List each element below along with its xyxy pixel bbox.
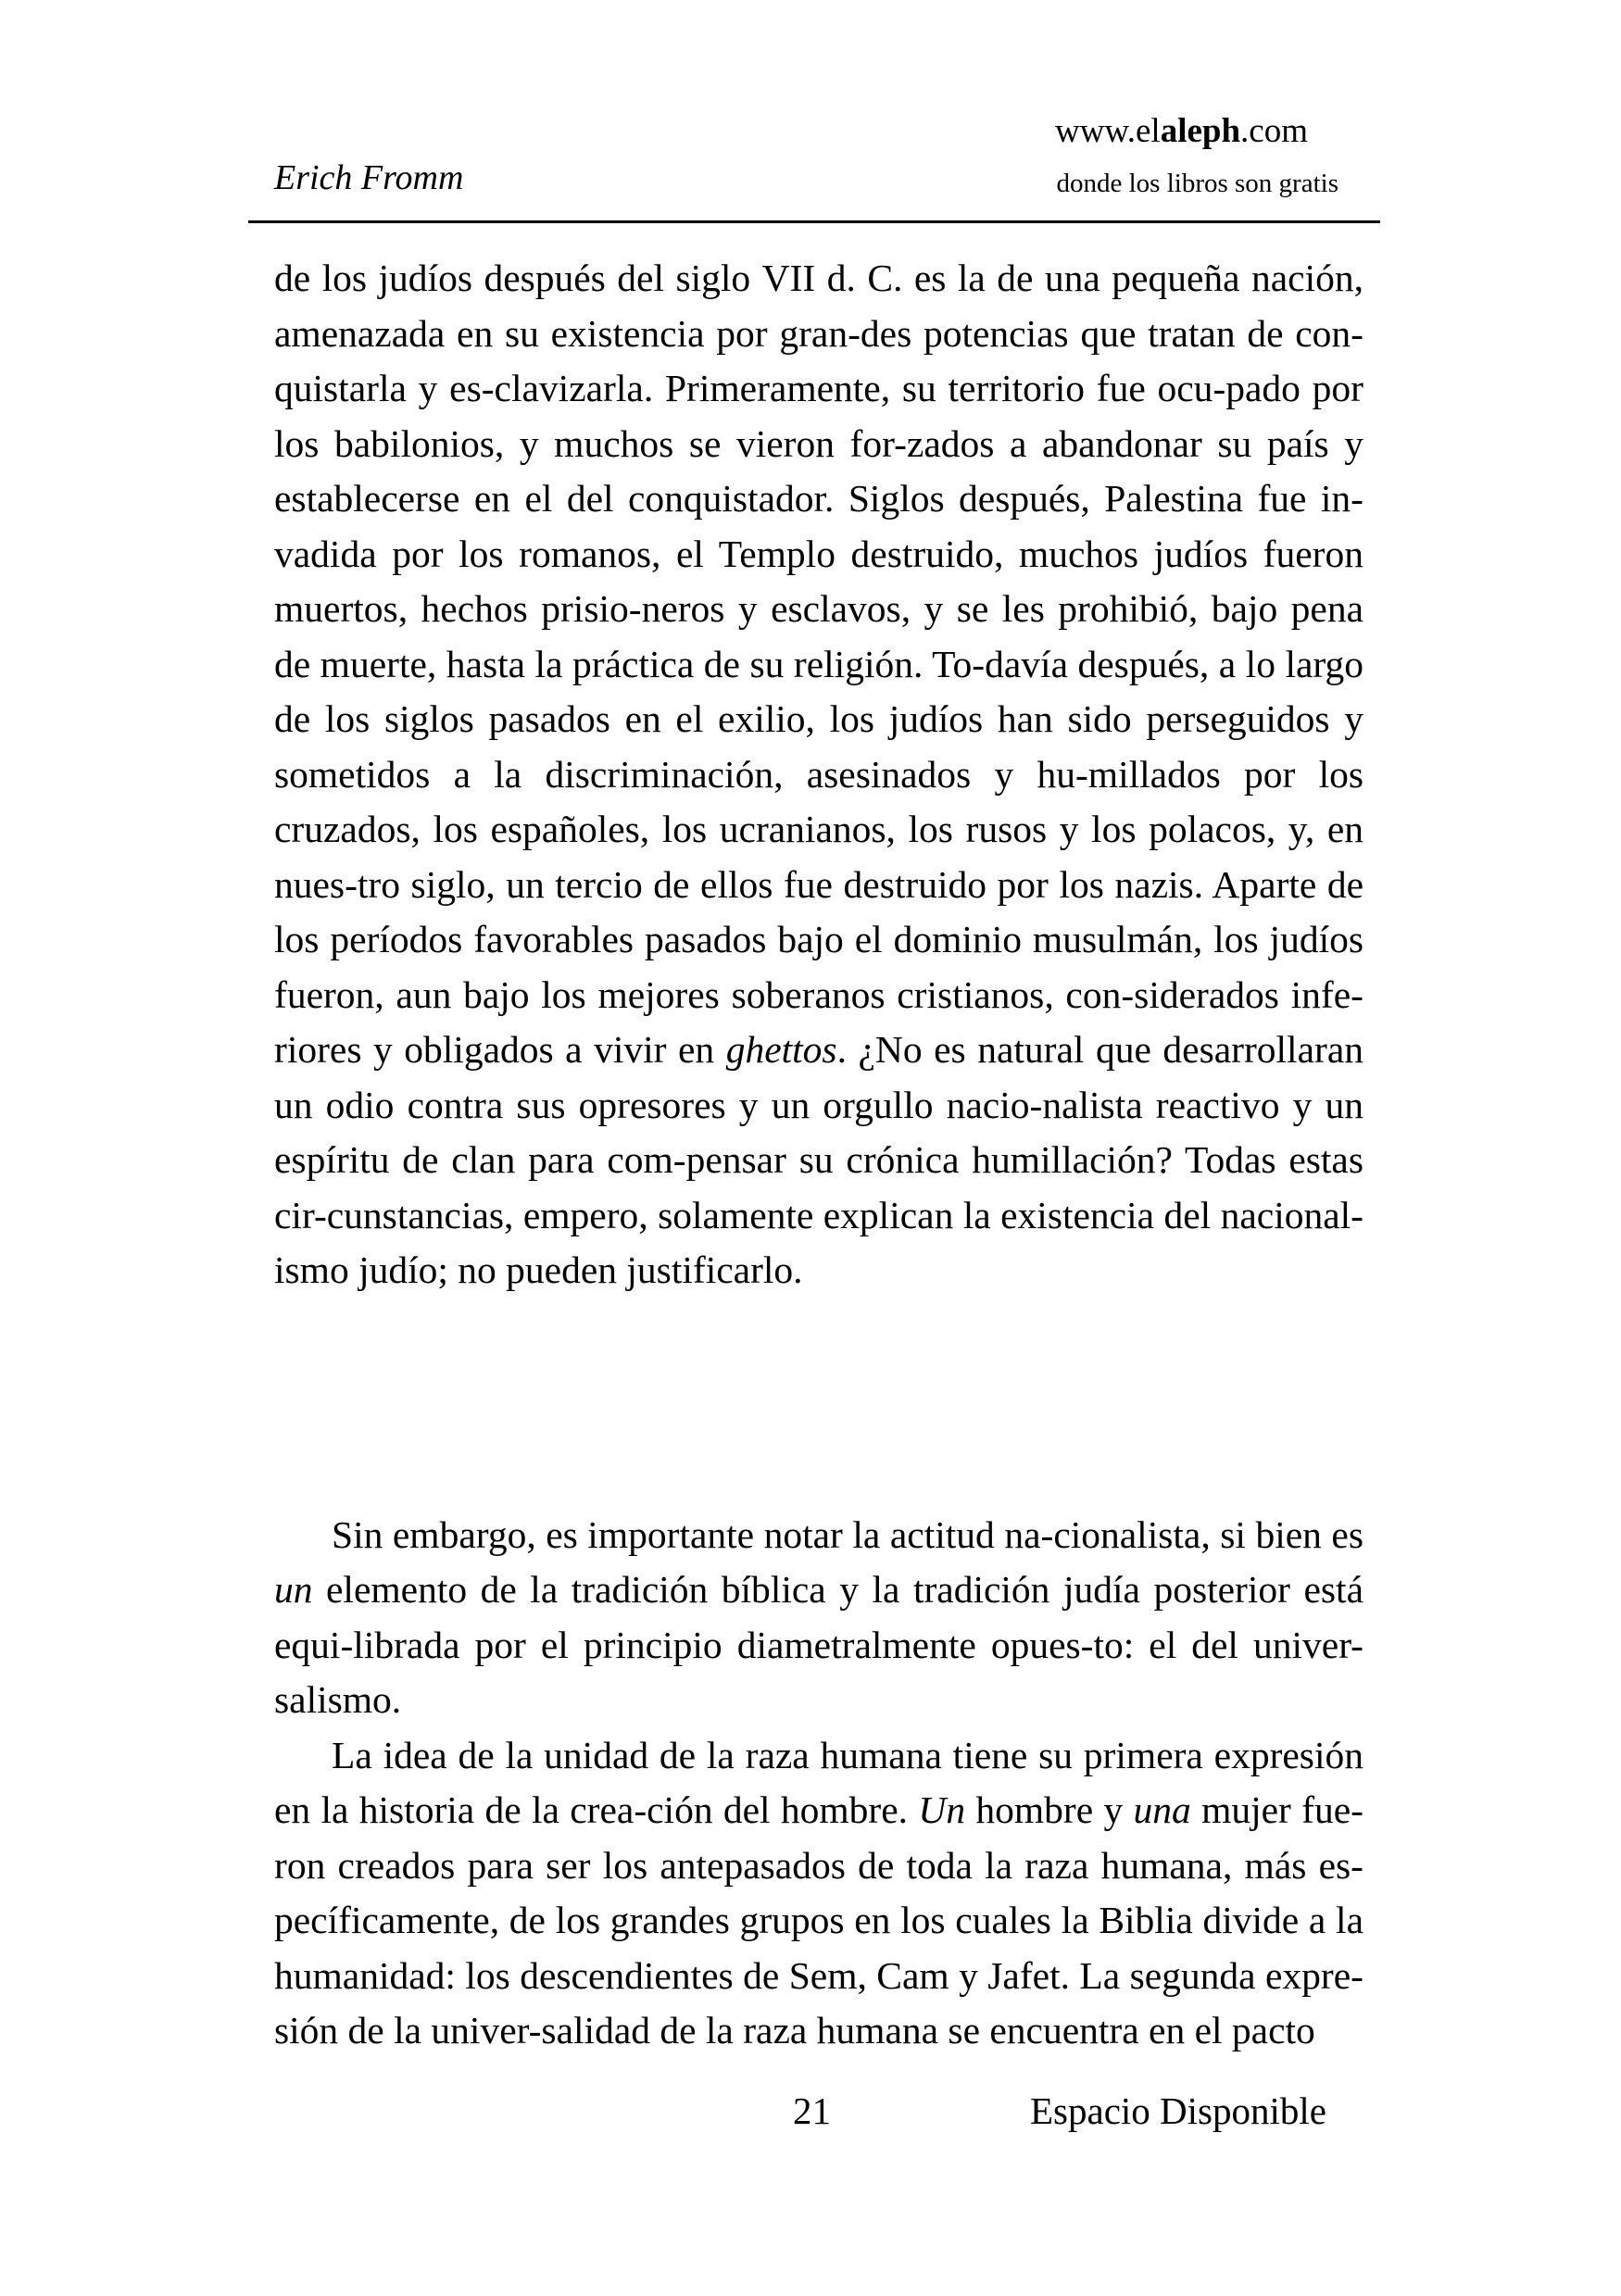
p3-text-c: mujer fue-ron creados para ser los antepasados de toda la raza humana, más es-pecíficamente, de los grandes grupos en los cuales la Biblia divide a la humanidad: los descendientes de Sem, Cam y Jafet. La segunda expre-sión de la univer-salidad de la raza humana se encuentra en el pacto bbox=[274, 1788, 1363, 2051]
p2-text-a: Sin embargo, es importante notar la actitud na-cionalista, si bien es bbox=[332, 1512, 1363, 1556]
header-site-url[interactable] bbox=[1055, 111, 1308, 151]
page-number: 21 bbox=[793, 2089, 831, 2132]
section-gap bbox=[274, 1299, 1363, 1508]
p2-text-b: elemento de la tradición bíblica y la tradición judía posterior está equi-librada por el principio diametralmente opues-to: el del univer-salismo. bbox=[274, 1568, 1363, 1721]
p1-emphasis: ghettos bbox=[725, 1028, 837, 1071]
p1-text-b: d. C. es la de una pequeña nación, amenazada en su existencia por gran-des potencias que tratan de con-quistarla y es-clavizarla. Primeramente, su territorio fue ocu-pado por los babilonios, y muchos se vieron for-zados a abandonar su país y establecerse en el del conquistador. Siglos después, Palestina fue in-vadida por los romanos, el Templo destruido, muchos judíos fueron muertos, hechos prisio-neros y esclavos, y se les prohibió, bajo pena de muerte, hasta la práctica de su religión. To-davía después, a lo largo de los siglos pasados en el exilio, los judíos han sido perseguidos y sometidos a la discriminación, asesinados y hu-millados por los cruzados, los españoles, los ucranianos, los rusos y los polacos, y, en nues-tro siglo, un tercio de ellos fue destruido por los nazis. Aparte de los períodos favorables pasados bajo el dominio musulmán, los judíos fueron, aun bajo los mejores soberanos cristianos, con-siderados infe-riores y obligados a vivir en bbox=[274, 257, 1363, 1071]
header-tagline: donde los libros son gratis bbox=[1056, 169, 1338, 198]
p3-text-b: hombre y bbox=[965, 1788, 1134, 1831]
header-author: Erich Fromm bbox=[274, 158, 464, 197]
paragraph-3 bbox=[274, 1728, 1363, 2059]
p3-text-a: La idea de la unidad de la raza humana tiene su primera expresión en la historia de la crea-ción del hombre. bbox=[274, 1733, 1363, 1831]
p3-emphasis-2: una bbox=[1133, 1788, 1191, 1831]
paragraph-2 bbox=[274, 1508, 1363, 1728]
header-rule bbox=[248, 220, 1380, 223]
footer-label: Espacio Disponible bbox=[1030, 2089, 1326, 2132]
paragraph-1 bbox=[274, 251, 1363, 1299]
p1-text-a: de los judíos después del siglo bbox=[274, 257, 762, 299]
site-url-suffix: .com bbox=[1240, 112, 1308, 150]
site-url-prefix: www.el bbox=[1054, 112, 1161, 150]
site-url-brand: aleph bbox=[1160, 112, 1241, 150]
p1-text-c: . ¿No es natural que desarrollaran un odio contra sus opresores y un orgullo nacio-nalista reactivo y un espíritu de clan para com-pensar su crónica humillación? Todas estas cir-cunstancias, empero, solamente explican la existencia del nacional-ismo judío; no pueden justificarlo. bbox=[274, 1028, 1364, 1291]
p1-century: VII bbox=[761, 257, 816, 299]
p3-emphasis-1: Un bbox=[918, 1788, 966, 1831]
p2-emphasis: un bbox=[274, 1568, 313, 1611]
page-body bbox=[274, 251, 1363, 2059]
